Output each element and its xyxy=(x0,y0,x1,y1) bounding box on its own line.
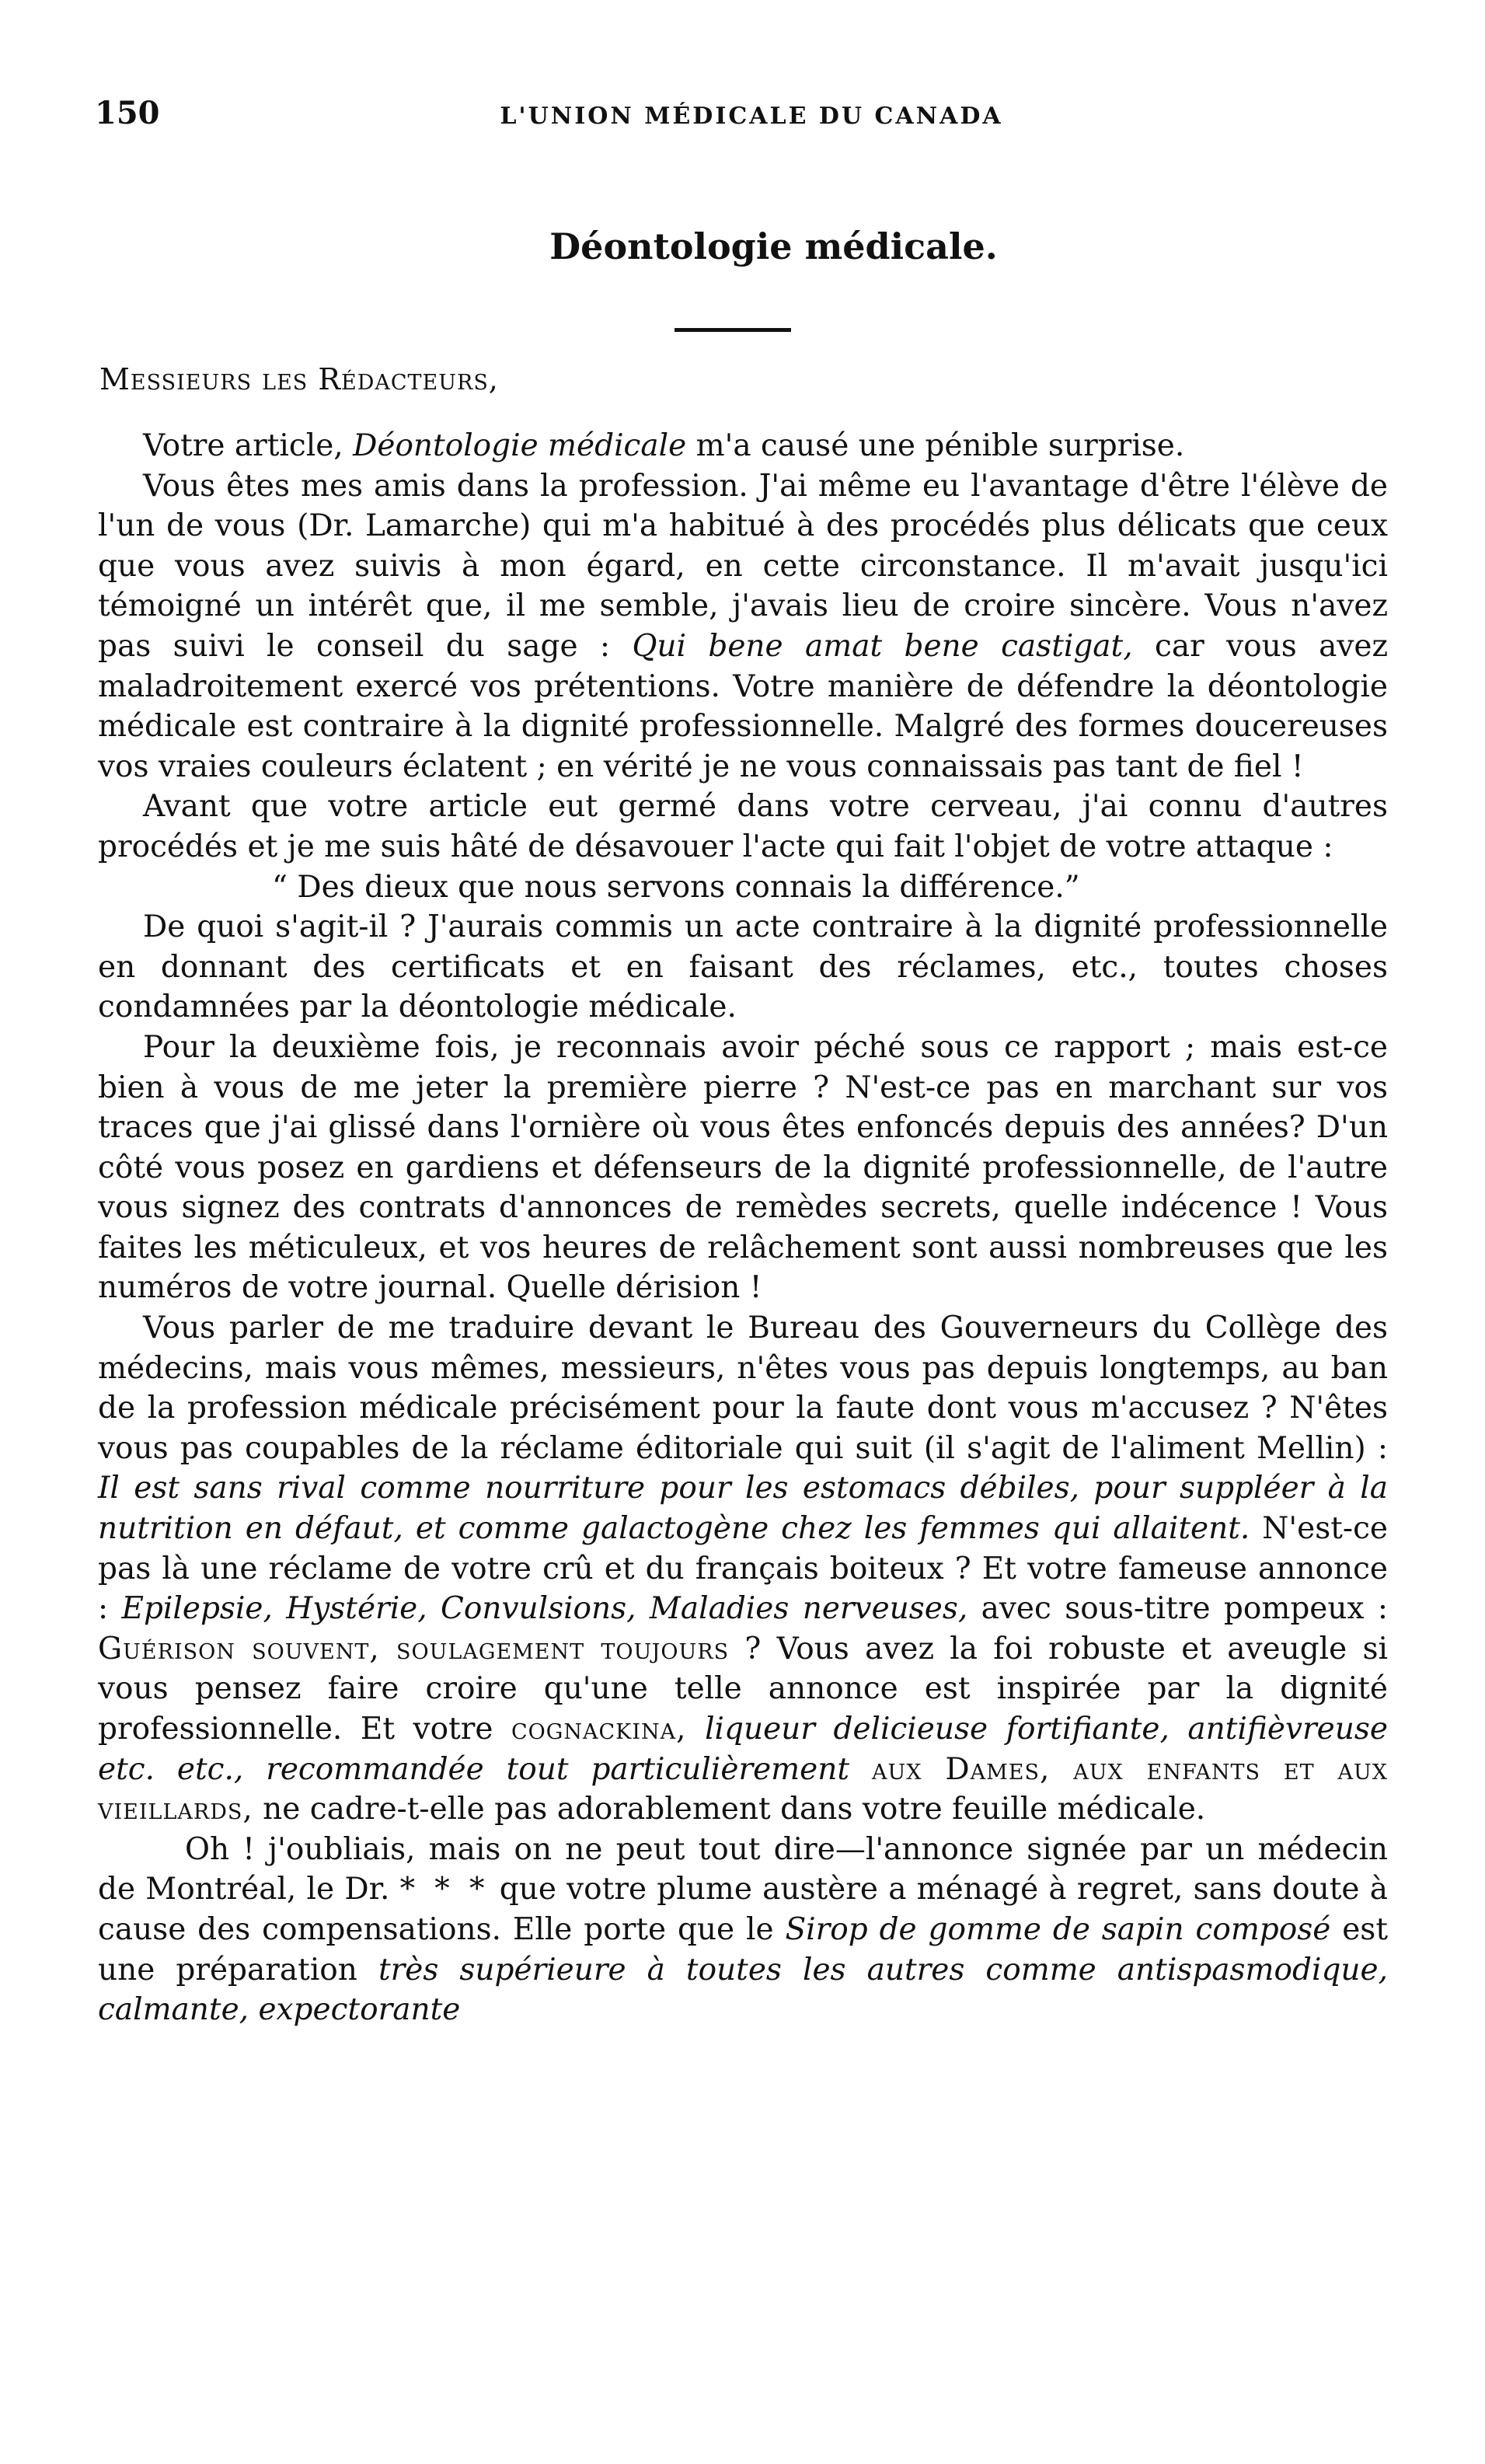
paragraph-1 xyxy=(98,426,1388,466)
paragraph-2-text-a: Vous êtes mes amis dans la profession. J'ai même eu l'avantage d'être l'élève de l'un de vous (Dr. Lamarche) qui m'a habitué à des procédés plus délicats que ceux que vous avez suivis à mon égard, en cette circonstance. Il m'avait jusqu'ici témoigné un intérêt que, il me semble, j'avais lieu de croire sincère. Vous n'avez pas suivi le conseil du sage : xyxy=(98,468,1388,664)
paragraph-1-italic: Déontologie médicale xyxy=(353,428,687,463)
paragraph-2 xyxy=(98,466,1388,787)
article-body xyxy=(98,426,1388,2030)
paragraph-6-product-name: cognackina, xyxy=(511,1712,687,1747)
verse-quote: “ Des dieux que nous servons connais la différence.” xyxy=(272,869,1080,905)
paragraph-6-text-m: ne cadre-t-elle pas adorablement dans votre feuille médicale. xyxy=(253,1792,1206,1827)
paragraph-1-text-a: Votre article, xyxy=(143,428,354,463)
paragraph-6-text-g: ? Vous avez la foi robuste et aveugle si vous pensez faire croire qu'une telle annonce est inspirée par la dignité professionnelle. Et votre xyxy=(98,1631,1389,1747)
paragraph-3: Avant que votre article eut germé dans votre cerveau, j'ai connu d'autres procédés et je me suis hâté de désavouer l'acte qui fait l'objet de votre attaque : xyxy=(98,789,1388,864)
title-rule xyxy=(675,328,791,332)
paragraph-6-text-c: N'est-ce pas là une réclame de votre crû et du français boiteux ? Et votre fameuse annonce : xyxy=(98,1511,1388,1627)
paragraph-6-advert-subtitle: Guérison souvent, soulagement toujours xyxy=(98,1631,730,1667)
paragraph-6-text-e: avec sous-titre pompeux : xyxy=(967,1591,1388,1627)
salutation: Messieurs les Rédacteurs, xyxy=(99,362,499,396)
paragraph-6-quoted-advert: Il est sans rival comme nourriture pour les estomacs débiles, pour suppléer à la nutrition en défaut, et comme galactogène chez les femmes qui allaitent. xyxy=(98,1471,1388,1547)
paragraph-6-audience: aux Dames, aux enfants et aux vieillards, xyxy=(98,1751,1389,1827)
paragraph-6-advert-title: Epilepsie, Hystérie, Convulsions, Maladies nerveuses, xyxy=(121,1591,968,1627)
paragraph-7-text-c: que votre plume austère a ménagé à regret, sans doute à cause des compensations. Elle porte que le xyxy=(98,1872,1388,1947)
paragraph-7-product-name: Sirop de gomme de sapin composé xyxy=(785,1911,1331,1947)
paragraph-4: De quoi s'agit-il ? J'aurais commis un acte contraire à la dignité professionnelle en donnant des certificats et en faisant des réclames, etc., toutes choses condamnées par la déontologie médicale. xyxy=(98,909,1388,1025)
page-header xyxy=(95,95,1408,145)
paragraph-1-text-c: m'a causé une pénible surprise. xyxy=(686,428,1185,463)
paragraph-7-text-e: est une préparation xyxy=(98,1911,1388,1988)
paragraph-7-product-claim: très supérieure à toutes les autres comme antispasmodique, calmante, expectorante xyxy=(98,1952,1389,2028)
paragraph-7-text-a: Oh ! j'oubliais, mais on ne peut tout dire—l'annonce signée par un médecin de Montréal, le Dr. xyxy=(98,1831,1388,1907)
paragraph-2-latin-maxim: Qui bene amat bene castigat, xyxy=(632,628,1133,664)
paragraph-2-text-c: car vous avez maladroitement exercé vos prétentions. Votre manière de défendre la déontologie médicale est contraire à la dignité professionnelle. Malgré des formes doucereuses vos vraies couleurs éclatent ; en vérité je ne vous connaissais pas tant de fiel ! xyxy=(98,628,1388,784)
paragraph-7-asterisks: * * * xyxy=(399,1872,490,1907)
paragraph-6-text-a: Vous parler de me traduire devant le Bureau des Gouverneurs du Collège des médecins, mais vous mêmes, messieurs, n'êtes vous pas depuis longtemps, au ban de la profession médicale précisément pour la faute dont vous m'accusez ? N'êtes vous pas coupables de la réclame éditoriale qui suit (il s'agit de l'aliment Mellin) : xyxy=(98,1311,1388,1466)
space xyxy=(849,1752,872,1787)
paragraph-6 xyxy=(98,1308,1388,1830)
running-title: L'UNION MÉDICALE DU CANADA xyxy=(500,103,1003,130)
paragraph-5: Pour la deuxième fois, je reconnais avoir péché sous ce rapport ; mais est-ce bien à vous de me jeter la première pierre ? N'est-ce pas en marchant sur vos traces que j'ai glissé dans l'ornière où vous êtes enfoncés depuis des années? D'un côté vous posez en gardiens et défenseurs de la dignité professionnelle, de l'autre vous signez des contrats d'annonces de remèdes secrets, quelle indécence ! Vous faites les méticuleux, et vos heures de relâchement sont aussi nombreuses que les numéros de votre journal. Quelle dérision ! xyxy=(98,1029,1388,1306)
space xyxy=(687,1712,706,1747)
paragraph-7 xyxy=(98,1830,1388,2030)
paragraph-6-product-claim: liqueur delicieuse fortifiante, antifièvreuse etc. etc., recommandée tout particulièrement xyxy=(98,1712,1388,1787)
article-title: Déontologie médicale. xyxy=(549,225,998,267)
page-number: 150 xyxy=(95,95,160,131)
